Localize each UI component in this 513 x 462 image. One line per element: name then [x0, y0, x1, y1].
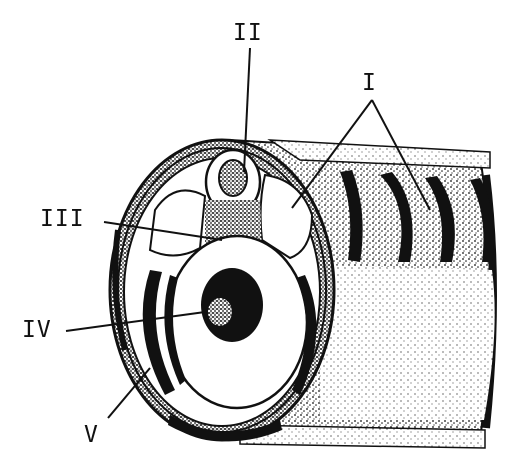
label-roman-two: II: [233, 20, 263, 46]
label-roman-one: I: [362, 70, 377, 96]
cross-section: [110, 140, 334, 441]
label-roman-three: III: [40, 206, 85, 232]
label-roman-five: V: [84, 422, 99, 448]
lower-body-region: [320, 265, 495, 420]
label-roman-four: IV: [22, 317, 52, 343]
